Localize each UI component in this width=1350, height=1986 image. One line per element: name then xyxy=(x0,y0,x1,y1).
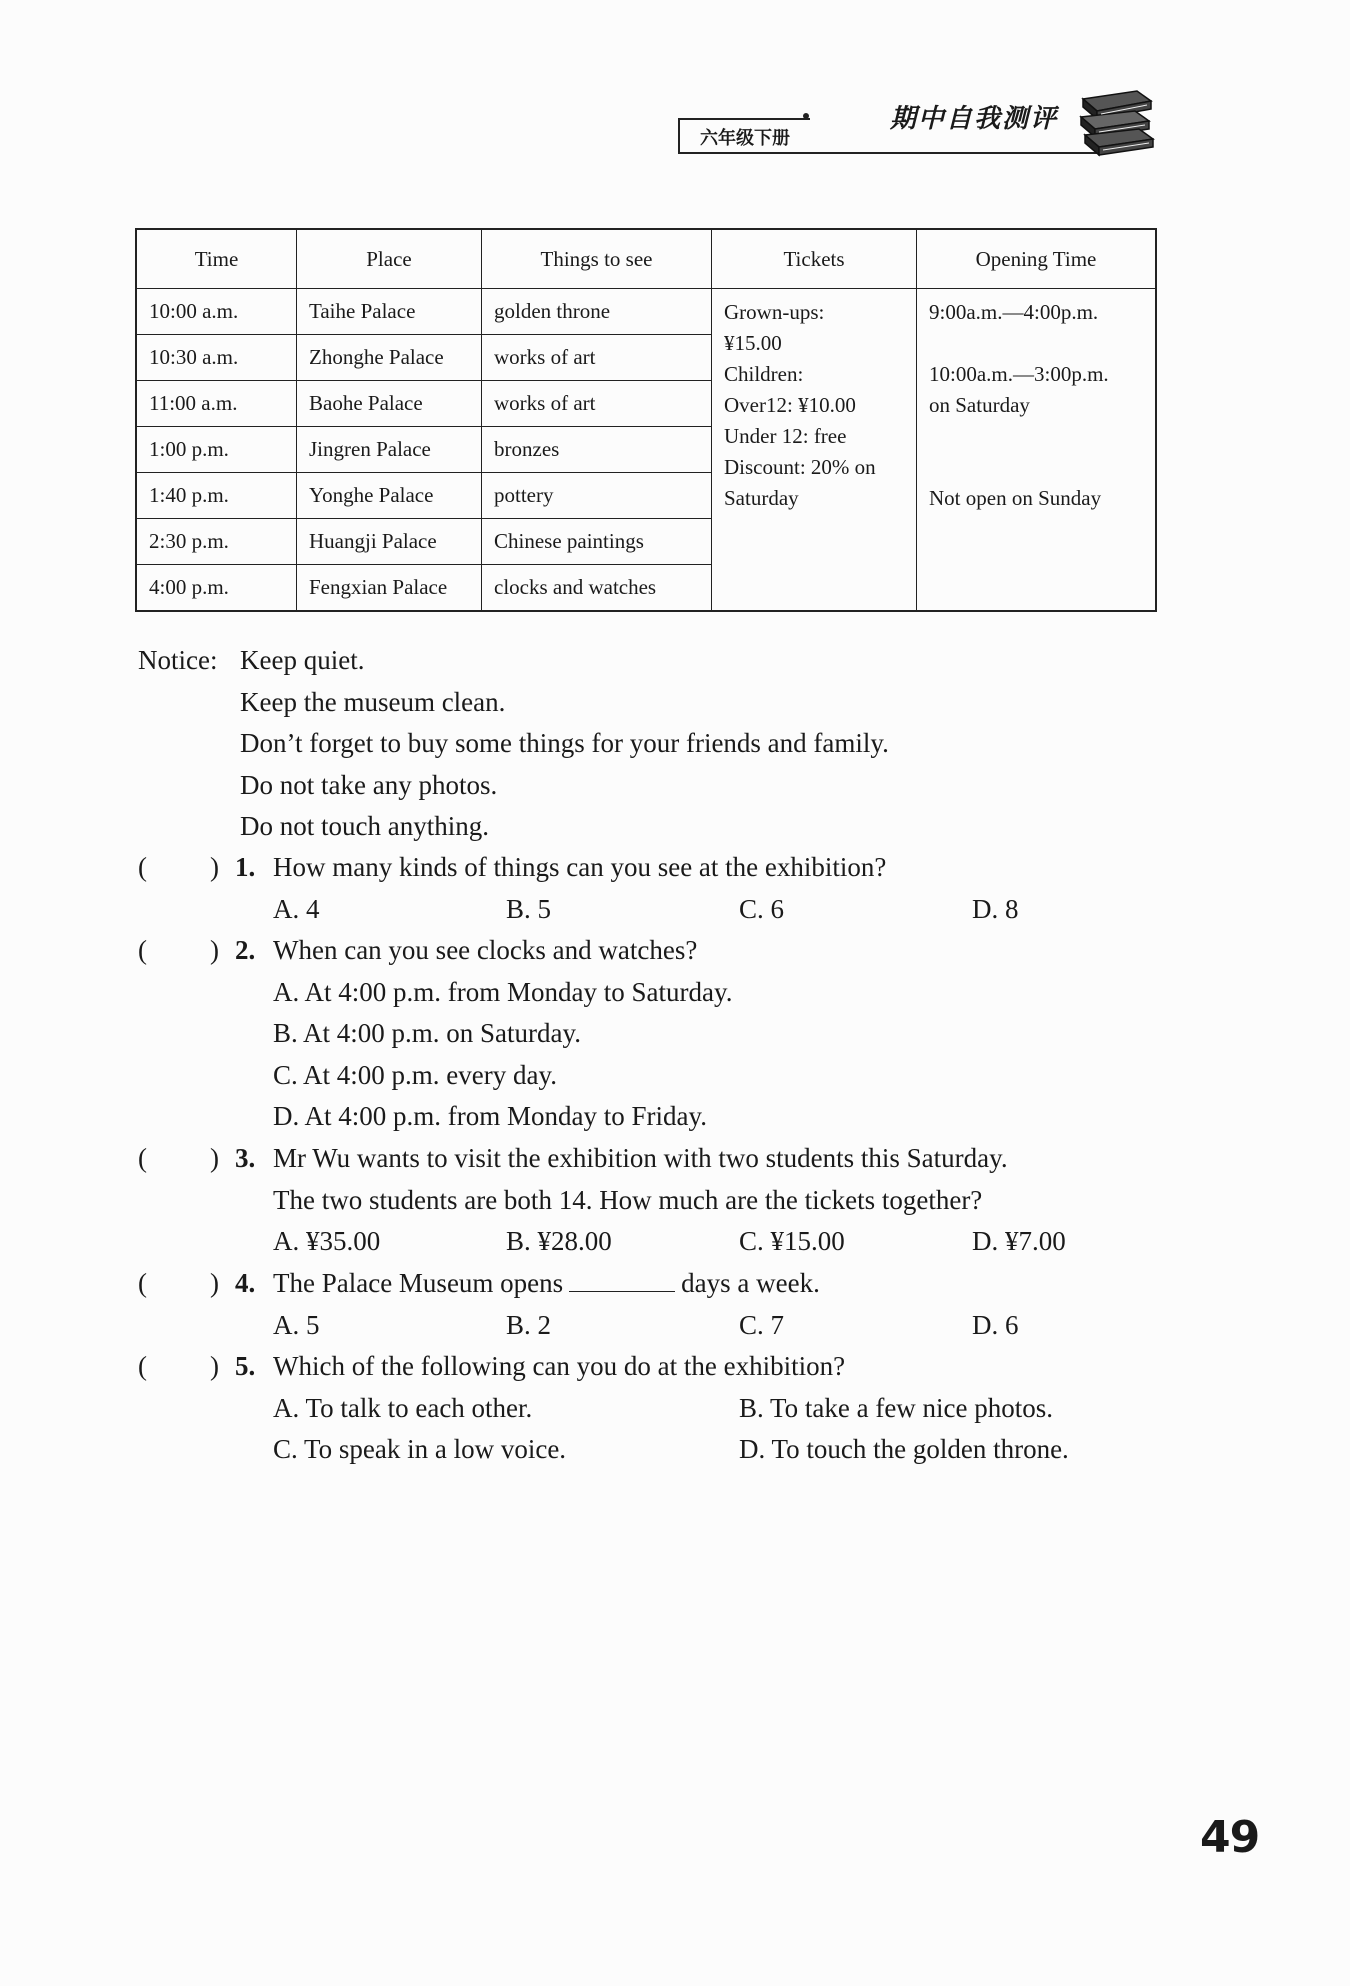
option-c: C. 6 xyxy=(739,893,785,924)
option-b: B. At 4:00 p.m. on Saturday. xyxy=(273,1018,581,1048)
cell-opening xyxy=(917,289,1157,612)
question-text-before: The Palace Museum opens xyxy=(273,1268,564,1298)
opening-sunday: Not open on Sunday xyxy=(929,486,1102,510)
notice-item: Keep the museum clean. xyxy=(240,686,506,717)
cell-tickets xyxy=(712,289,917,612)
cell-place: Huangji Palace xyxy=(297,519,482,565)
cell-place: Yonghe Palace xyxy=(297,473,482,519)
col-header-time: Time xyxy=(136,229,297,289)
option-b: B. 2 xyxy=(506,1309,552,1340)
cell-time: 4:00 p.m. xyxy=(136,565,297,612)
question-3 xyxy=(138,1138,1138,1264)
header-rule xyxy=(678,152,1098,154)
option-b: B. ¥28.00 xyxy=(506,1226,612,1256)
cell-time: 11:00 a.m. xyxy=(136,381,297,427)
notice-label: Notice: xyxy=(138,645,218,675)
question-text: When can you see clocks and watches? xyxy=(273,935,698,965)
opening-saturday-label: on Saturday xyxy=(929,393,1030,417)
cell-things: works of art xyxy=(482,381,712,427)
answer-paren-close: ) xyxy=(210,1268,219,1298)
question-text: How many kinds of things can you see at the exhibition? xyxy=(273,852,887,882)
option-d: D. At 4:00 p.m. from Monday to Friday. xyxy=(273,1101,707,1131)
tickets-over12: Over12: ¥10.00 xyxy=(724,393,856,417)
opening-saturday-time: 10:00a.m.—3:00p.m. xyxy=(929,362,1109,386)
option-a: A. ¥35.00 xyxy=(273,1226,381,1256)
cell-time: 1:00 p.m. xyxy=(136,427,297,473)
option-a: A. To talk to each other. xyxy=(273,1392,533,1423)
question-1 xyxy=(138,847,1138,931)
col-header-place: Place xyxy=(297,229,482,289)
page-number: 49 xyxy=(1200,1812,1260,1863)
question-text: Which of the following can you do at the exhibition? xyxy=(273,1351,846,1381)
option-c: C. 7 xyxy=(739,1309,785,1340)
page-header xyxy=(0,0,1350,170)
tickets-discount-day: Saturday xyxy=(724,486,799,510)
cell-place: Fengxian Palace xyxy=(297,565,482,612)
question-4 xyxy=(138,1263,1138,1347)
answer-paren-open: ( xyxy=(138,1143,147,1173)
cell-things: golden throne xyxy=(482,289,712,335)
option-d: D. To touch the golden throne. xyxy=(739,1434,1069,1464)
cell-time: 1:40 p.m. xyxy=(136,473,297,519)
cell-things: bronzes xyxy=(482,427,712,473)
col-header-tickets: Tickets xyxy=(712,229,917,289)
cell-time: 2:30 p.m. xyxy=(136,519,297,565)
cell-place: Jingren Palace xyxy=(297,427,482,473)
question-text: Mr Wu wants to visit the exhibition with two students this Saturday. xyxy=(273,1143,1008,1173)
option-a: A. At 4:00 p.m. from Monday to Saturday. xyxy=(273,976,733,1007)
books-stack-icon xyxy=(1075,85,1155,157)
col-header-things: Things to see xyxy=(482,229,712,289)
question-number: 1. xyxy=(235,852,256,882)
option-a: A. 4 xyxy=(273,893,320,924)
question-number: 5. xyxy=(235,1351,256,1381)
option-b: B. To take a few nice photos. xyxy=(739,1392,1054,1423)
tickets-discount: Discount: 20% on xyxy=(724,455,876,479)
exhibition-schedule-table xyxy=(135,228,1157,612)
answer-blank[interactable] xyxy=(569,1263,675,1292)
answer-paren-close: ) xyxy=(210,935,219,965)
option-a: A. 5 xyxy=(273,1309,320,1340)
notice-item: Don’t forget to buy some things for your friends and family. xyxy=(240,728,889,758)
option-d: D. 8 xyxy=(972,893,1019,924)
cell-things: Chinese paintings xyxy=(482,519,712,565)
question-number: 4. xyxy=(235,1268,256,1298)
option-c: C. ¥15.00 xyxy=(739,1226,845,1256)
option-c: C. At 4:00 p.m. every day. xyxy=(273,1059,557,1090)
notice-items xyxy=(240,640,889,848)
answer-paren-close: ) xyxy=(210,1143,219,1173)
question-number: 2. xyxy=(235,935,256,965)
answer-paren-open: ( xyxy=(138,852,147,882)
option-d: D. ¥7.00 xyxy=(972,1226,1066,1256)
tickets-grownups-price: ¥15.00 xyxy=(724,331,782,355)
tickets-under12: Under 12: free xyxy=(724,424,847,448)
cell-things: clocks and watches xyxy=(482,565,712,612)
question-text-after: days a week. xyxy=(681,1268,820,1298)
table-row xyxy=(136,289,1156,335)
option-d: D. 6 xyxy=(972,1309,1019,1340)
cell-time: 10:00 a.m. xyxy=(136,289,297,335)
option-b: B. 5 xyxy=(506,893,552,924)
notice-item: Do not take any photos. xyxy=(240,769,498,800)
question-2 xyxy=(138,930,1138,1138)
table-header-row xyxy=(136,229,1156,289)
question-number: 3. xyxy=(235,1143,256,1173)
cell-time: 10:30 a.m. xyxy=(136,335,297,381)
tickets-children-label: Children: xyxy=(724,362,804,386)
question-5 xyxy=(138,1346,1138,1472)
section-title: 期中自我测评 xyxy=(890,104,1059,134)
notice-item: Do not touch anything. xyxy=(240,811,489,841)
question-text xyxy=(273,1263,820,1305)
notice-item: Keep quiet. xyxy=(240,645,365,675)
grade-label: 六年级下册 xyxy=(678,118,810,154)
answer-paren-open: ( xyxy=(138,935,147,965)
option-c: C. To speak in a low voice. xyxy=(273,1434,567,1464)
cell-place: Taihe Palace xyxy=(297,289,482,335)
cell-place: Zhonghe Palace xyxy=(297,335,482,381)
col-header-opening: Opening Time xyxy=(917,229,1157,289)
tickets-grownups-label: Grown-ups: xyxy=(724,300,825,324)
cell-place: Baohe Palace xyxy=(297,381,482,427)
answer-paren-open: ( xyxy=(138,1268,147,1298)
cell-things: pottery xyxy=(482,473,712,519)
question-text-line2: The two students are both 14. How much are the tickets together? xyxy=(273,1184,983,1215)
answer-paren-open: ( xyxy=(138,1351,147,1381)
answer-paren-close: ) xyxy=(210,852,219,882)
opening-weekday: 9:00a.m.—4:00p.m. xyxy=(929,300,1099,324)
answer-paren-close: ) xyxy=(210,1351,219,1381)
cell-things: works of art xyxy=(482,335,712,381)
